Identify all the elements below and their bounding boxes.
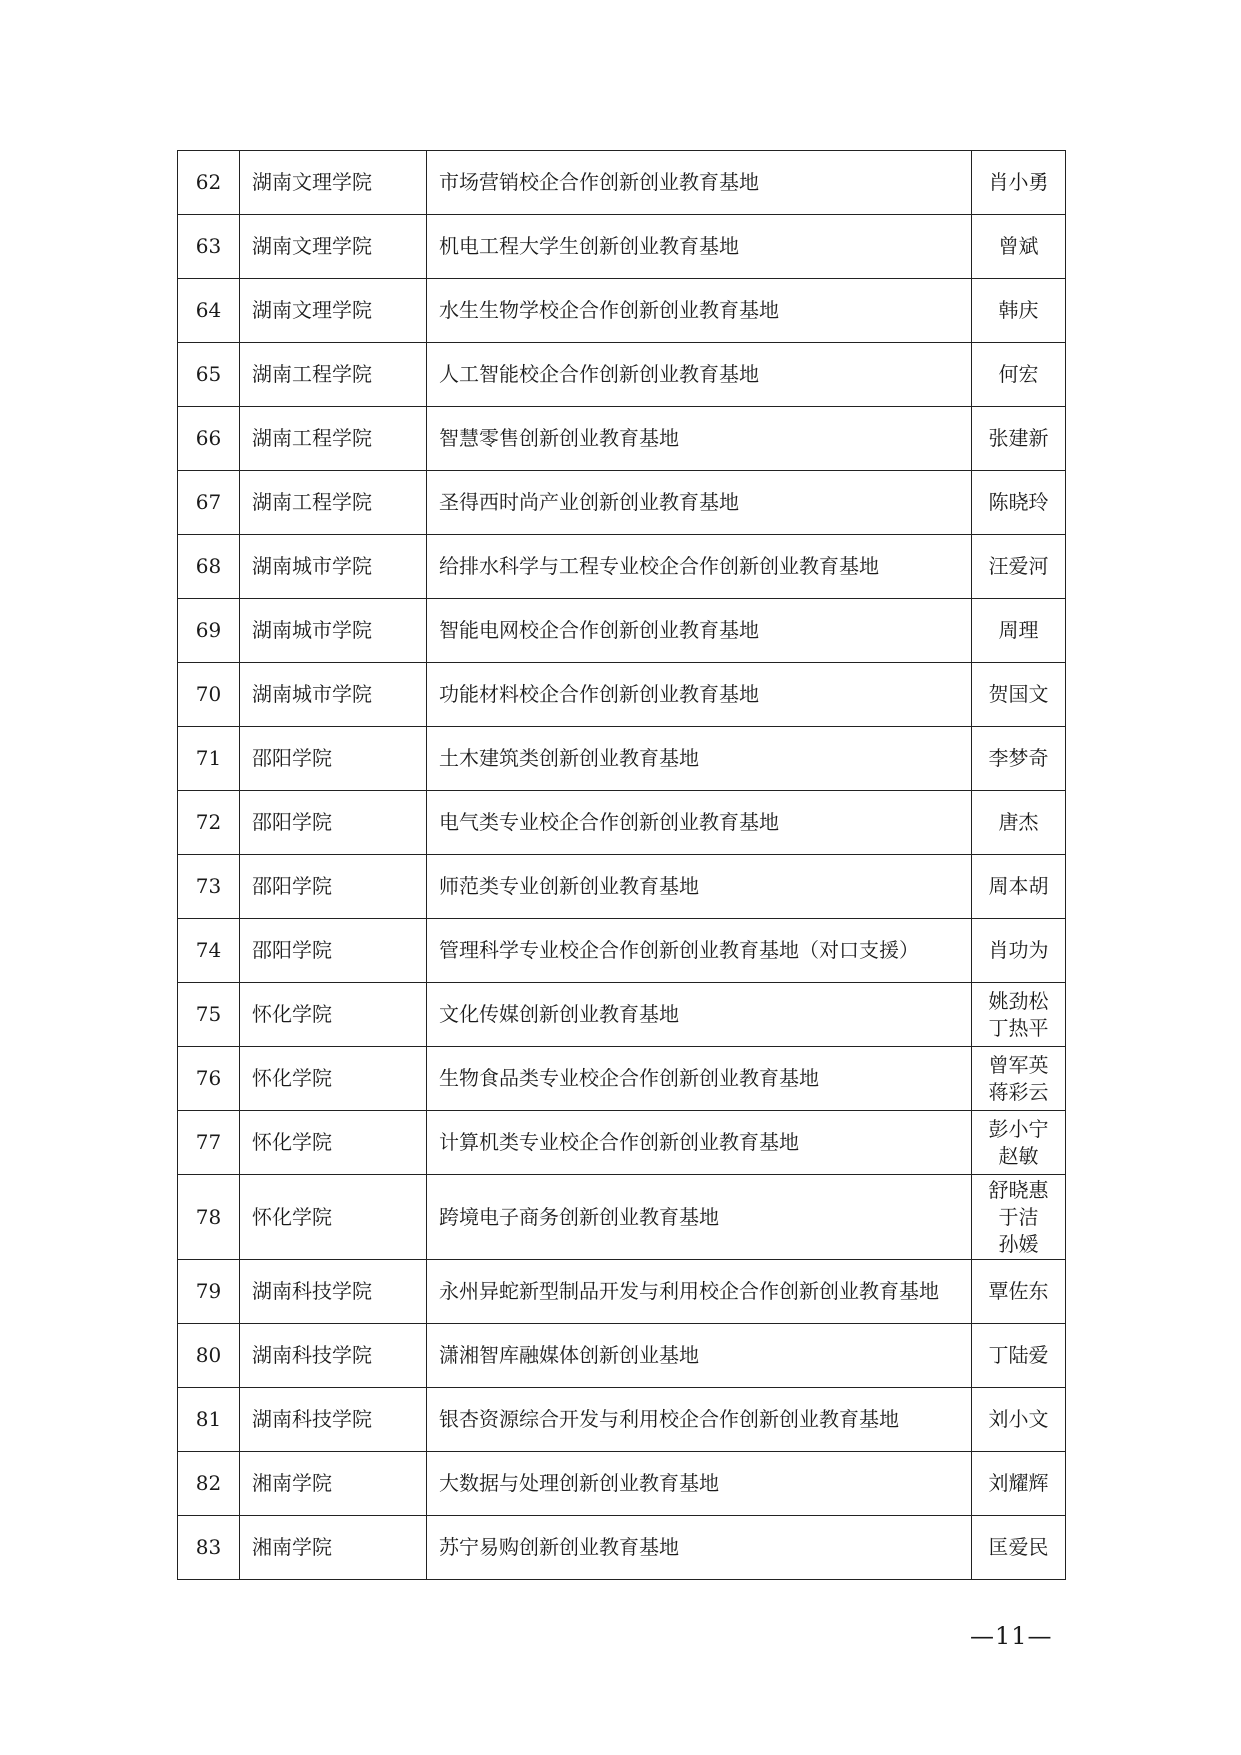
base-name: 机电工程大学生创新创业教育基地 [427,215,972,279]
school-name: 湖南科技学院 [240,1260,427,1324]
school-name: 湖南科技学院 [240,1324,427,1388]
row-number: 75 [178,983,240,1047]
table-row [178,535,1066,599]
leader-name: 唐杰 [998,810,1039,834]
leader-name: 张建新 [988,426,1049,450]
school-name: 怀化学院 [240,1047,427,1111]
row-number: 64 [178,279,240,343]
table-row [178,1260,1066,1324]
leader-cell [972,215,1066,279]
school-name: 湖南城市学院 [240,535,427,599]
leader-name: 何宏 [998,362,1039,386]
table-row [178,343,1066,407]
table-row [178,1388,1066,1452]
row-number: 73 [178,855,240,919]
leader-name: 丁热平 [988,1015,1049,1040]
base-name: 永州异蛇新型制品开发与利用校企合作创新创业教育基地 [427,1260,972,1324]
row-number: 65 [178,343,240,407]
table-row [178,1175,1066,1260]
leader-cell [972,983,1066,1047]
base-name: 电气类专业校企合作创新创业教育基地 [427,791,972,855]
school-name: 湖南城市学院 [240,663,427,727]
school-name: 湘南学院 [240,1452,427,1516]
leader-cell [972,1047,1066,1111]
leader-cell [972,1111,1066,1175]
leader-name: 韩庆 [998,298,1039,322]
leader-name: 陈晓玲 [988,490,1049,514]
row-number: 76 [178,1047,240,1111]
row-number: 70 [178,663,240,727]
school-name: 湖南工程学院 [240,343,427,407]
row-number: 68 [178,535,240,599]
leader-cell [972,663,1066,727]
school-name: 湖南工程学院 [240,471,427,535]
school-name: 邵阳学院 [240,855,427,919]
row-number: 63 [178,215,240,279]
school-name: 湖南工程学院 [240,407,427,471]
base-name: 生物食品类专业校企合作创新创业教育基地 [427,1047,972,1111]
leader-name: 覃佐东 [988,1279,1049,1303]
base-name: 师范类专业创新创业教育基地 [427,855,972,919]
table-row [178,1516,1066,1580]
row-number: 83 [178,1516,240,1580]
leader-name: 肖功为 [988,938,1049,962]
table-row [178,215,1066,279]
row-number: 62 [178,151,240,215]
table-row [178,599,1066,663]
row-number: 79 [178,1260,240,1324]
table-body [178,151,1066,1580]
leader-name: 彭小宁 [988,1116,1049,1141]
table-row [178,983,1066,1047]
page-number: —11— [970,1622,1053,1650]
school-name: 怀化学院 [240,983,427,1047]
leader-name: 李梦奇 [988,746,1049,770]
school-name: 邵阳学院 [240,791,427,855]
school-name: 湖南文理学院 [240,215,427,279]
base-name: 圣得西时尚产业创新创业教育基地 [427,471,972,535]
row-number: 80 [178,1324,240,1388]
base-name: 计算机类专业校企合作创新创业教育基地 [427,1111,972,1175]
base-name: 苏宁易购创新创业教育基地 [427,1516,972,1580]
base-name: 人工智能校企合作创新创业教育基地 [427,343,972,407]
row-number: 81 [178,1388,240,1452]
school-name: 邵阳学院 [240,919,427,983]
base-name: 功能材料校企合作创新创业教育基地 [427,663,972,727]
school-name: 怀化学院 [240,1111,427,1175]
table-row [178,727,1066,791]
row-number: 78 [178,1175,240,1260]
row-number: 69 [178,599,240,663]
leader-cell [972,1452,1066,1516]
base-name: 水生生物学校企合作创新创业教育基地 [427,279,972,343]
table-row [178,279,1066,343]
school-name: 湖南文理学院 [240,279,427,343]
leader-name: 于洁 [998,1204,1039,1229]
base-name: 银杏资源综合开发与利用校企合作创新创业教育基地 [427,1388,972,1452]
school-name: 湘南学院 [240,1516,427,1580]
leader-cell [972,535,1066,599]
leader-name: 周理 [998,618,1039,642]
leader-cell [972,343,1066,407]
table-row [178,1324,1066,1388]
leader-name: 匡爱民 [988,1535,1049,1559]
table-row [178,919,1066,983]
leader-cell [972,1388,1066,1452]
base-name: 文化传媒创新创业教育基地 [427,983,972,1047]
leader-cell [972,407,1066,471]
leader-name: 肖小勇 [988,170,1049,194]
leader-name: 曾军英 [988,1052,1049,1077]
row-number: 74 [178,919,240,983]
leader-cell [972,791,1066,855]
table-row [178,407,1066,471]
leader-cell [972,279,1066,343]
leader-name: 汪爱河 [988,554,1049,578]
leader-cell [972,1175,1066,1260]
leader-name: 刘小文 [988,1407,1049,1431]
school-name: 湖南科技学院 [240,1388,427,1452]
table-row [178,791,1066,855]
leader-name: 孙媛 [998,1231,1039,1256]
base-name: 管理科学专业校企合作创新创业教育基地（对口支援） [427,919,972,983]
leader-cell [972,1516,1066,1580]
table-row [178,855,1066,919]
row-number: 71 [178,727,240,791]
school-name: 湖南文理学院 [240,151,427,215]
row-number: 77 [178,1111,240,1175]
base-name: 潇湘智库融媒体创新创业基地 [427,1324,972,1388]
leader-name: 曾斌 [998,234,1039,258]
table-row [178,151,1066,215]
leader-name: 刘耀辉 [988,1471,1049,1495]
leader-name: 蒋彩云 [988,1079,1049,1104]
table-row [178,471,1066,535]
base-name: 跨境电子商务创新创业教育基地 [427,1175,972,1260]
row-number: 67 [178,471,240,535]
base-name: 大数据与处理创新创业教育基地 [427,1452,972,1516]
leader-name: 赵敏 [998,1143,1039,1168]
leader-cell [972,151,1066,215]
base-name: 给排水科学与工程专业校企合作创新创业教育基地 [427,535,972,599]
table-row [178,663,1066,727]
row-number: 72 [178,791,240,855]
school-name: 湖南城市学院 [240,599,427,663]
base-name: 智能电网校企合作创新创业教育基地 [427,599,972,663]
base-name: 智慧零售创新创业教育基地 [427,407,972,471]
table-row [178,1047,1066,1111]
education-base-table [177,150,1066,1580]
row-number: 82 [178,1452,240,1516]
leader-cell [972,599,1066,663]
leader-cell [972,471,1066,535]
base-name: 市场营销校企合作创新创业教育基地 [427,151,972,215]
leader-cell [972,1260,1066,1324]
leader-name: 丁陆爱 [988,1343,1049,1367]
leader-name: 姚劲松 [988,988,1049,1013]
leader-name: 贺国文 [988,682,1049,706]
leader-cell [972,727,1066,791]
leader-name: 舒晓惠 [988,1177,1049,1202]
leader-name: 周本胡 [988,874,1049,898]
school-name: 邵阳学院 [240,727,427,791]
leader-cell [972,1324,1066,1388]
base-name: 土木建筑类创新创业教育基地 [427,727,972,791]
school-name: 怀化学院 [240,1175,427,1260]
table-row [178,1111,1066,1175]
table-row [178,1452,1066,1516]
leader-cell [972,855,1066,919]
row-number: 66 [178,407,240,471]
leader-cell [972,919,1066,983]
